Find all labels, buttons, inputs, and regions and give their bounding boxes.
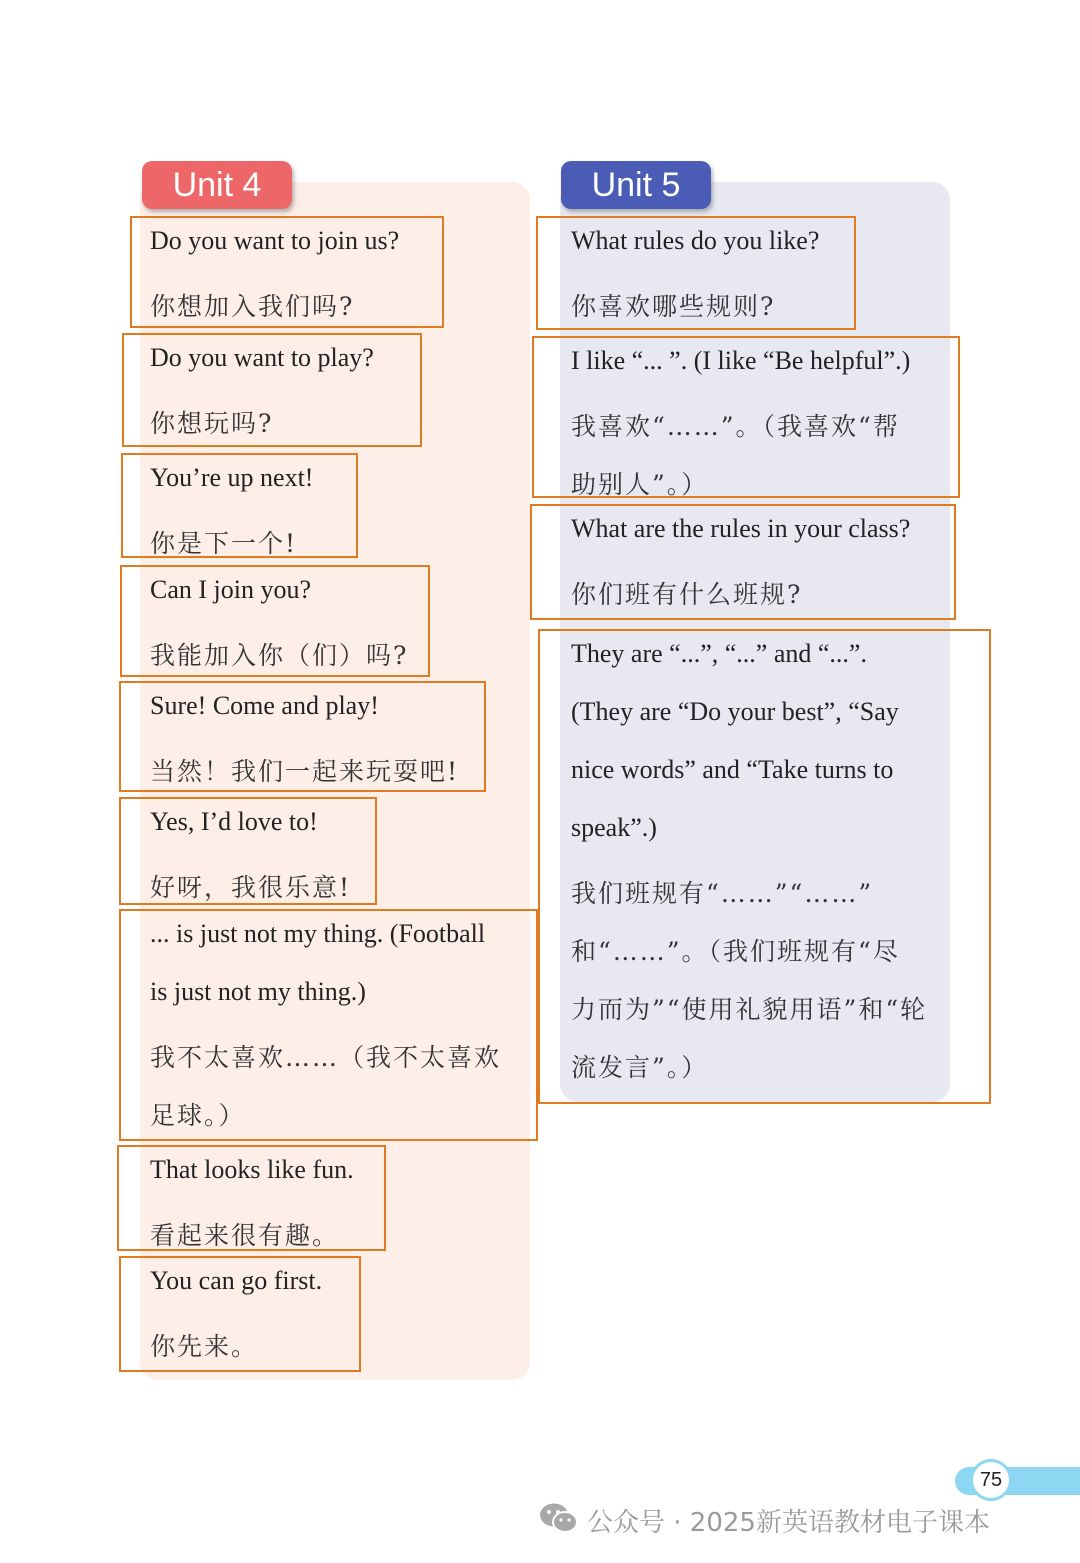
chinese-translation: 力而为”“使用礼貌用语”和“轮 — [571, 995, 928, 1024]
english-phrase: I like “... ”. (I like “Be helpful”.) — [571, 346, 911, 375]
english-phrase: Sure! Come and play! — [150, 691, 379, 720]
english-phrase: is just not my thing.) — [150, 977, 366, 1006]
english-phrase: (They are “Do your best”, “Say — [571, 697, 899, 726]
english-phrase: Yes, I’d love to! — [150, 807, 318, 836]
watermark: 公众号 · 2025新英语教材电子课本 — [587, 1508, 990, 1538]
english-phrase: Can I join you? — [150, 575, 312, 604]
unit5-tab: Unit 5 — [561, 161, 711, 209]
english-phrase: What are the rules in your class? — [571, 514, 911, 543]
english-phrase: speak”.) — [571, 813, 657, 842]
english-phrase: They are “...”, “...” and “...”. — [571, 639, 867, 668]
english-phrase: Do you want to play? — [150, 343, 374, 372]
chinese-translation: 和“……”。（我们班规有“尽 — [571, 937, 900, 966]
english-phrase: You’re up next! — [150, 463, 314, 492]
chinese-translation: 我能加入你（们）吗? — [150, 641, 409, 670]
english-phrase: What rules do you like? — [571, 226, 820, 255]
unit4-tab: Unit 4 — [142, 161, 292, 209]
chinese-translation: 你喜欢哪些规则? — [571, 292, 776, 321]
chinese-translation: 流发言”。） — [571, 1053, 709, 1082]
wechat-icon — [538, 1500, 580, 1536]
chinese-translation: 我喜欢“……”。（我喜欢“帮 — [571, 412, 900, 441]
english-phrase: ... is just not my thing. (Football — [150, 919, 486, 948]
chinese-translation: 足球。） — [150, 1101, 246, 1130]
page-number: 75 — [970, 1459, 1012, 1501]
chinese-translation: 你先来。 — [150, 1332, 259, 1361]
chinese-translation: 你们班有什么班规? — [571, 580, 803, 609]
chinese-translation: 我不太喜欢……（我不太喜欢 — [150, 1043, 502, 1072]
english-phrase: Do you want to join us? — [150, 226, 400, 255]
chinese-translation: 助别人”。） — [571, 470, 709, 499]
chinese-translation: 你想加入我们吗? — [150, 292, 355, 321]
chinese-translation: 你想玩吗? — [150, 409, 274, 438]
chinese-translation: 我们班规有“……”“……” — [571, 879, 874, 908]
chinese-translation: 好呀，我很乐意! — [150, 873, 352, 902]
english-phrase: That looks like fun. — [150, 1155, 354, 1184]
chinese-translation: 你是下一个! — [150, 529, 298, 558]
chinese-translation: 看起来很有趣。 — [150, 1221, 340, 1250]
english-phrase: You can go first. — [150, 1266, 323, 1295]
english-phrase: nice words” and “Take turns to — [571, 755, 894, 784]
chinese-translation: 当然！我们一起来玩耍吧! — [150, 757, 460, 786]
